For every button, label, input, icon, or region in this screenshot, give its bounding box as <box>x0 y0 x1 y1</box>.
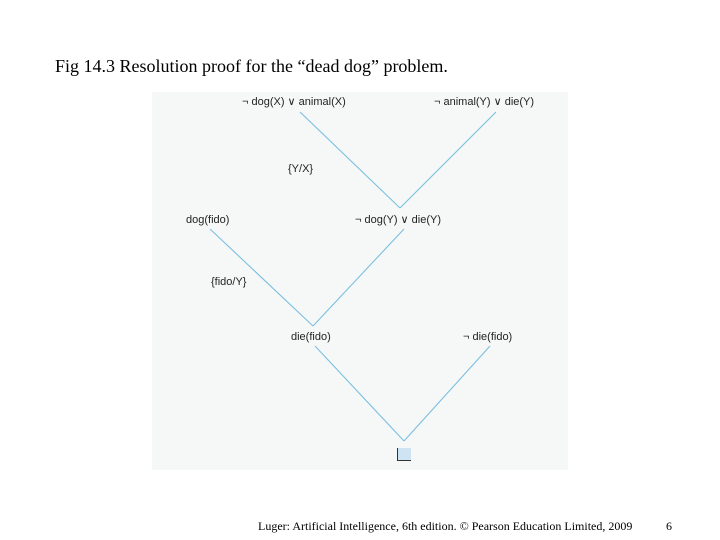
clause-not-die-fido: ¬ die(fido) <box>463 331 513 343</box>
edge-c2-to-c4 <box>400 112 496 208</box>
page-number: 6 <box>666 519 672 533</box>
substitution-y-for-x: {Y/X} <box>288 163 314 175</box>
figure-title: Fig 14.3 Resolution proof for the “dead dog” problem. <box>55 56 448 76</box>
empty-clause-icon <box>397 448 411 461</box>
clause-die-fido: die(fido) <box>291 331 331 343</box>
edge-c4-to-c5 <box>313 229 404 326</box>
clause-not-dog-or-animal: ¬ dog(X) ∨ animal(X) <box>242 96 346 108</box>
edge-c5-to-empty <box>315 346 404 441</box>
footer-credit: Luger: Artificial Intelligence, 6th edition. © Pearson Education Limited, 2009 <box>258 519 633 533</box>
substitution-fido-for-y: {fido/Y} <box>211 276 247 288</box>
clause-not-dog-or-die: ¬ dog(Y) ∨ die(Y) <box>355 214 442 226</box>
clause-not-animal-or-die: ¬ animal(Y) ∨ die(Y) <box>434 96 535 108</box>
edge-c1-to-c4 <box>300 112 400 208</box>
clause-dog-fido: dog(fido) <box>186 214 230 226</box>
edge-c6-to-empty <box>404 346 490 441</box>
